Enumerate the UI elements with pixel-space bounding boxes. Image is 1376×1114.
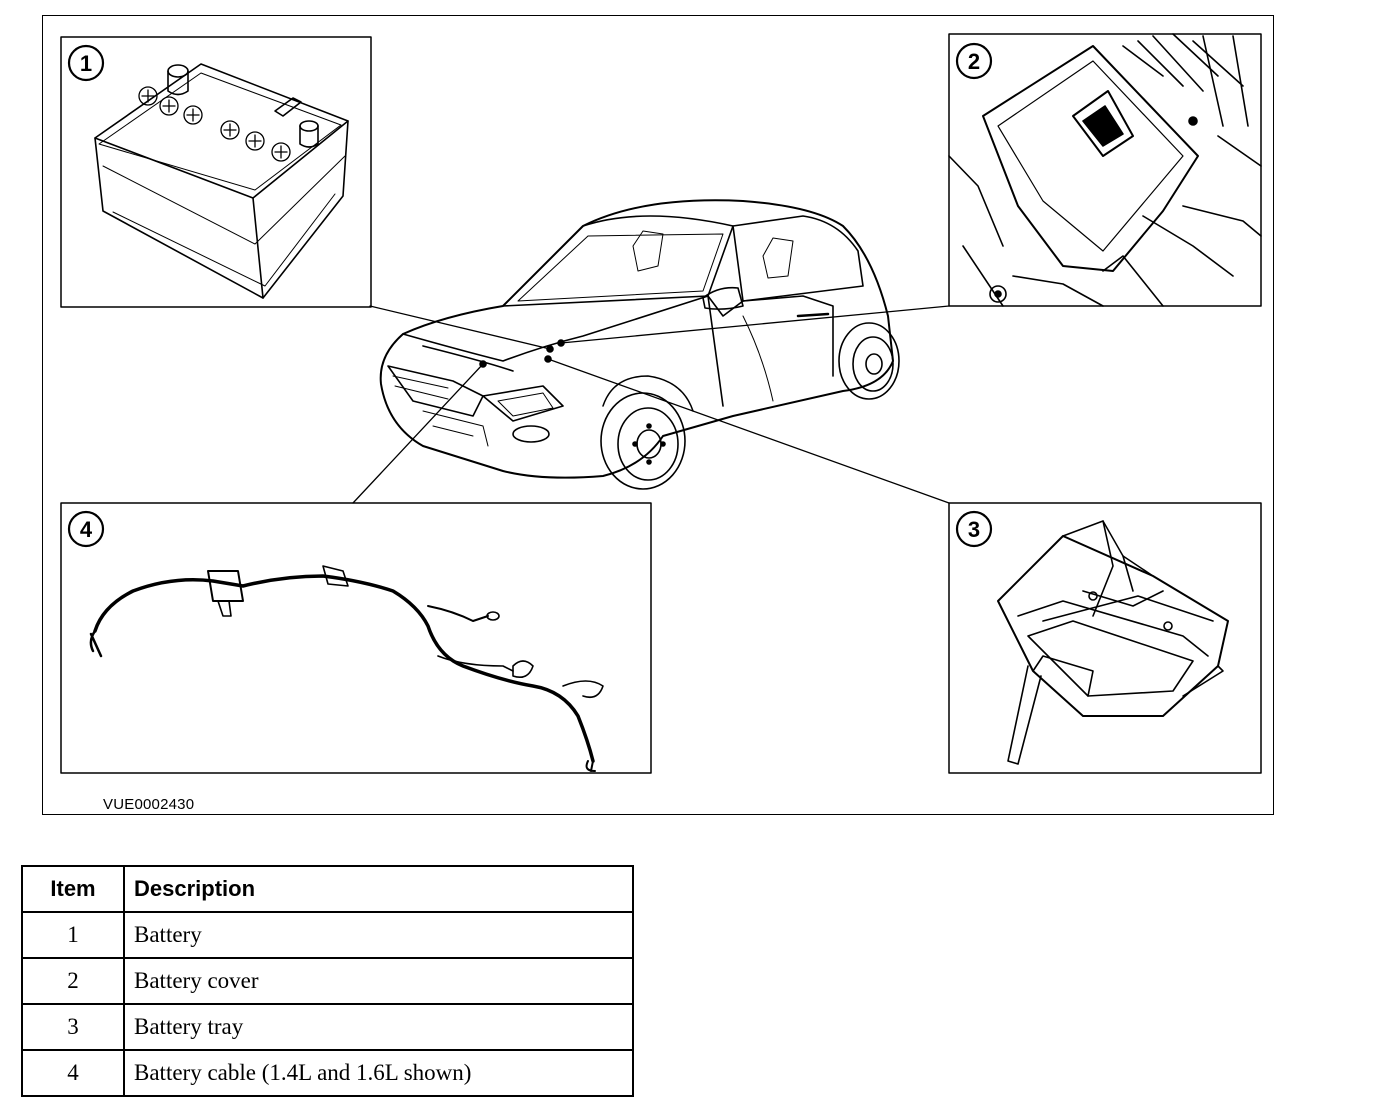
battery-cover-illustration bbox=[949, 34, 1261, 306]
table-row bbox=[22, 958, 633, 1004]
exploded-diagram bbox=[42, 15, 1274, 815]
battery-cable-illustration bbox=[91, 566, 603, 771]
panel-battery-tray bbox=[949, 503, 1261, 773]
item-number: 3 bbox=[22, 1004, 124, 1050]
header-description: Description bbox=[124, 866, 633, 912]
item-number: 4 bbox=[22, 1050, 124, 1096]
panel-battery-cable bbox=[61, 503, 651, 773]
item-description: Battery cover bbox=[124, 958, 633, 1004]
table-row bbox=[22, 1050, 633, 1096]
table-row bbox=[22, 1004, 633, 1050]
panel-battery bbox=[61, 37, 371, 307]
item-description: Battery cable (1.4L and 1.6L shown) bbox=[124, 1050, 633, 1096]
callout-number-1: 1 bbox=[79, 51, 93, 76]
callout-number-2: 2 bbox=[967, 49, 981, 74]
leader-lines bbox=[353, 306, 949, 503]
legend-header-row bbox=[22, 866, 633, 912]
car-illustration bbox=[381, 200, 899, 489]
item-number: 2 bbox=[22, 958, 124, 1004]
diagram-canvas bbox=[43, 16, 1275, 816]
battery-tray-illustration bbox=[998, 521, 1228, 764]
item-description: Battery bbox=[124, 912, 633, 958]
table-row bbox=[22, 912, 633, 958]
figure-code: VUE0002430 bbox=[103, 796, 195, 813]
callout-number-4: 4 bbox=[79, 517, 93, 542]
item-number: 1 bbox=[22, 912, 124, 958]
callout-number-3: 3 bbox=[967, 517, 981, 542]
battery-illustration bbox=[95, 64, 348, 298]
front-wheel bbox=[601, 393, 685, 489]
legend-table bbox=[21, 865, 634, 1097]
item-description: Battery tray bbox=[124, 1004, 633, 1050]
panel-battery-cover bbox=[949, 34, 1261, 306]
rear-wheel bbox=[839, 323, 899, 399]
header-item: Item bbox=[22, 866, 124, 912]
